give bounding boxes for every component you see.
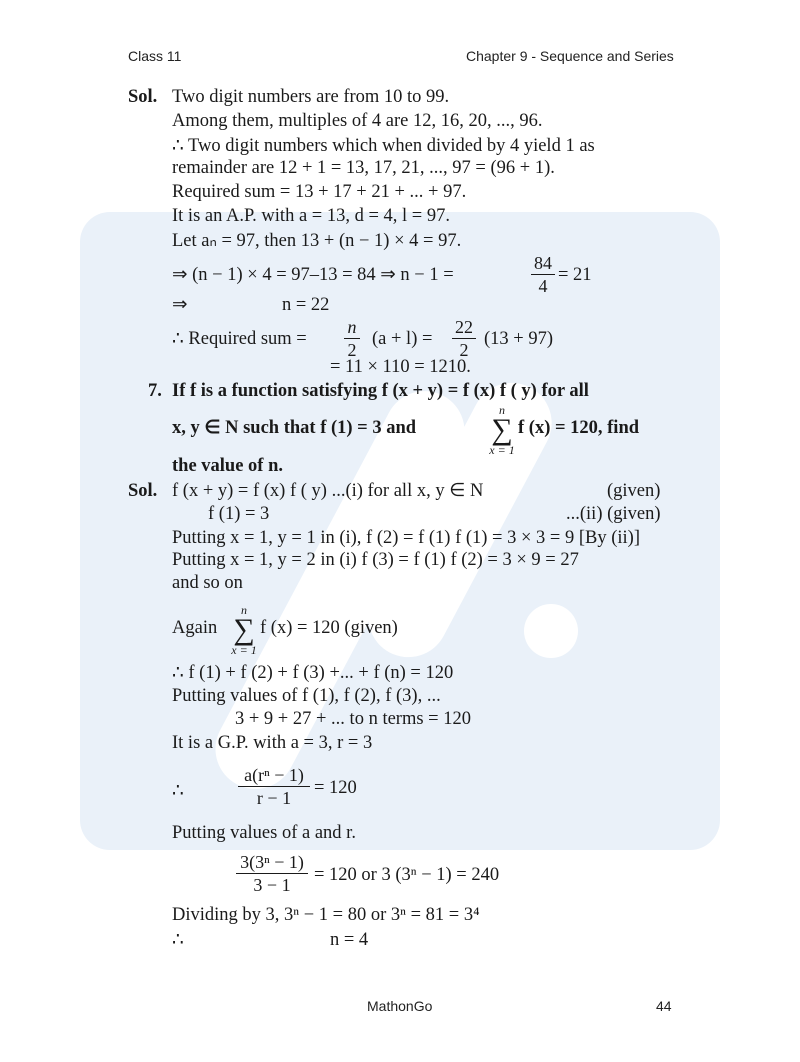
sum-lower: x = 1 (231, 643, 257, 657)
sum-lower: x = 1 (489, 443, 515, 457)
sol2-line15-value: n = 4 (330, 930, 369, 950)
fraction-numerator (344, 316, 360, 339)
sol2-line7: ∴ f (1) + f (2) + f (3) +... + f (n) = 120 (172, 663, 454, 683)
sol2-line15-therefore: ∴ (172, 930, 184, 950)
watermark-dot (524, 604, 578, 658)
fraction-numerator: a(rⁿ − 1) (238, 764, 310, 787)
fraction-n: n (347, 317, 357, 337)
header-class: Class 11 (128, 48, 182, 64)
sol1-line8-left: ⇒ (n − 1) × 4 = 97–13 = 84 ⇒ n − 1 = (172, 265, 454, 285)
sol1-line10-right: (13 + 97) (484, 329, 554, 349)
sol2-line11-therefore: ∴ (172, 781, 184, 801)
sol1-line6: It is an A.P. with a = 13, d = 4, l = 97. (172, 206, 450, 226)
header-chapter: Chapter 9 - Sequence and Series (466, 48, 674, 64)
sol2-fraction-gp-sum (238, 764, 310, 809)
sol2-line2-given: ...(ii) (given) (566, 504, 661, 524)
sol1-line4: remainder are 12 + 1 = 13, 17, 21, ..., 97 = (96 + 1). (172, 158, 555, 178)
sigma-icon: ∑ (233, 613, 255, 646)
footer-brand: MathonGo (367, 998, 433, 1014)
sol1-fraction-n-2 (344, 316, 360, 361)
sol1-line3: ∴ Two digit numbers which when divided by 4 yield 1 as (172, 136, 595, 156)
sol2-line6-left: Again (172, 618, 218, 638)
sol2-line14: Dividing by 3, 3ⁿ − 1 = 80 or 3ⁿ = 81 = 3⁴ (172, 905, 480, 925)
fraction-denominator: 4 (538, 276, 548, 296)
sol2-line5: and so on (172, 573, 243, 593)
fraction-denominator: 3 − 1 (253, 875, 291, 895)
sol2-line10: It is a G.P. with a = 3, r = 3 (172, 733, 373, 753)
sigma-icon: ∑ (491, 413, 513, 446)
sol2-line11-right: = 120 (314, 778, 357, 798)
sol1-line9-value: n = 22 (282, 295, 330, 315)
q7-number: 7. (148, 381, 162, 401)
sol2-fraction-substituted (236, 851, 308, 896)
sol2-line4: Putting x = 1, y = 2 in (i) f (3) = f (1) f (2) = 3 × 9 = 27 (172, 550, 579, 570)
q7-line2-right: f (x) = 120, find (518, 418, 640, 438)
sol2-label: Sol. (128, 481, 158, 501)
fraction-denominator: 2 (347, 340, 357, 360)
sol1-line1: Two digit numbers are from 10 to 99. (172, 87, 450, 107)
sol2-line3: Putting x = 1, y = 1 in (i), f (2) = f (1) f (1) = 3 × 3 = 9 [By (ii)] (172, 528, 640, 548)
sol1-line8-right: = 21 (558, 265, 592, 285)
sum-upper: n (499, 403, 505, 417)
sum-upper: n (241, 603, 247, 617)
fraction-denominator: 2 (459, 340, 469, 360)
sol2-line9: 3 + 9 + 27 + ... to n terms = 120 (235, 709, 471, 729)
fraction-denominator: r − 1 (256, 788, 292, 808)
sol2-line1-given: (given) (607, 481, 661, 501)
sol2-line1: f (x + y) = f (x) f ( y) ...(i) for all x, y ∈ N (172, 481, 484, 501)
sol1-line10-mid: (a + l) = (372, 329, 433, 349)
sol1-line7: Let aₙ = 97, then 13 + (n − 1) × 4 = 97. (172, 231, 462, 251)
fraction-numerator: 22 (452, 316, 476, 339)
fraction-numerator: 84 (531, 252, 555, 275)
sol1-fraction-22-2 (452, 316, 476, 361)
sol2-line2: f (1) = 3 (208, 504, 270, 524)
sol2-summation (229, 604, 259, 656)
sol2-line8: Putting values of f (1), f (2), f (3), ... (172, 686, 441, 706)
sol1-line10-left: ∴ Required sum = (172, 329, 307, 349)
sol1-line11: = 11 × 110 = 1210. (330, 357, 471, 377)
fraction-numerator: 3(3ⁿ − 1) (236, 851, 308, 874)
sol2-line12: Putting values of a and r. (172, 823, 356, 843)
sol2-line13-right: = 120 or 3 (3ⁿ − 1) = 240 (314, 865, 500, 885)
q7-line3: the value of n. (172, 456, 283, 476)
sol1-fraction-84-4 (531, 252, 555, 297)
page-number: 44 (656, 998, 672, 1014)
sol1-line5: Required sum = 13 + 17 + 21 + ... + 97. (172, 182, 467, 202)
sol1-label: Sol. (128, 87, 158, 107)
q7-line1: If f is a function satisfying f (x + y) = f (x) f ( y) for all (172, 381, 589, 401)
q7-line2-left: x, y ∈ N such that f (1) = 3 and (172, 418, 417, 438)
sol1-line2: Among them, multiples of 4 are 12, 16, 20, ..., 96. (172, 111, 543, 131)
q7-summation (487, 404, 517, 456)
sol1-line9-arrow: ⇒ (172, 295, 188, 315)
sol2-line6-right: f (x) = 120 (given) (260, 618, 398, 638)
